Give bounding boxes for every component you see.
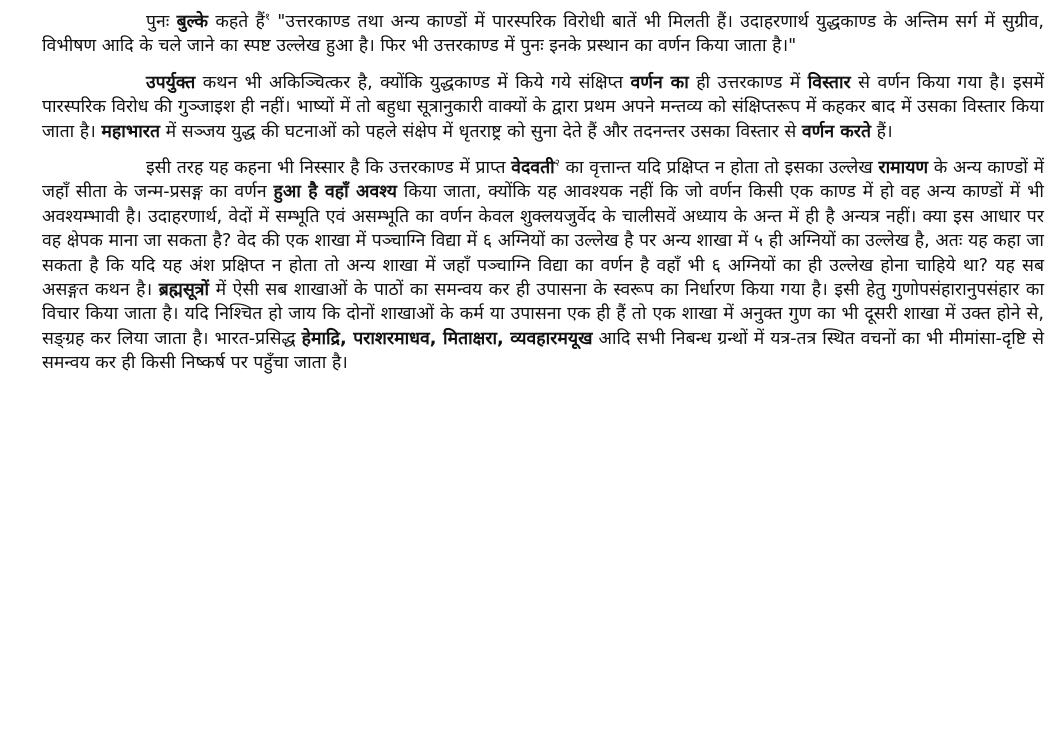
bold-term: हुआ है वहाँ अवश्य	[273, 182, 397, 203]
bold-term: हेमाद्रि, पराशरमाधव, मिताक्षरा, व्यवहारमयूख	[301, 328, 593, 349]
paragraph-1	[42, 10, 1044, 59]
text-segment: में ऐसी सब शाखाओं के पाठों का समन्वय कर ही उपासना के स्वरूप का निर्धारण किया गया है। इसी हेतु गुणोपसंहारानुपसंहार का विचार किया जाता है। यदि निश्चित हो जाय कि दोनों शाखाओं के कर्म या उपासना एक ही हैं तो एक शाखा में अनुक्त गुण का भी दूसरी शाखा में उक्त होने से, सङ्ग्रह कर लिया जाता है। भारत-प्रसिद्ध	[42, 280, 1045, 349]
bold-term: वर्णन करते	[801, 121, 872, 142]
paragraph-2	[42, 71, 1044, 144]
text-segment: किया जाता, क्योंकि यह आवश्यक नहीं कि जो वर्णन किसी एक काण्ड में हो वह अन्य काण्डों में भी अवश्यम्भावी है। उदाहरणार्थ, वेदों में सम्भूति एवं असम्भूति का वर्णन केवल शुक्लयजुर्वेद के चालीसवें अध्याय के अन्त में ही है अन्यत्र नहीं। क्या इस आधार पर वह क्षेपक माना जा सकता है? वेद की एक शाखा में पञ्चाग्नि विद्या में ६ अग्नियों का उल्लेख है पर अन्य शाखा में ५ ही अग्नियों का उल्लेख है, अतः यह कहा जा सकता है कि यदि यह अंश प्रक्षिप्त न होता तो अन्य शाखा में जहाँ पञ्चाग्नि विद्या का वर्णन है वहाँ भी ६ अग्नियों का ही उल्लेख होना चाहिये था? यह सब असङ्गत कथन है।	[42, 182, 1044, 301]
text-segment: हैं।	[871, 121, 893, 142]
bold-term: ब्रह्मसूत्रों	[158, 280, 210, 301]
text-segment: पुनः	[146, 12, 177, 32]
text-segment: कथन भी अकिञ्चित्कर है, क्योंकि युद्धकाण्ड में किये गये संक्षिप्त	[195, 72, 631, 93]
text-segment: के अन्य काण्डों में जहाँ सीता के जन्म-प्रसङ्ग का वर्णन	[42, 158, 1044, 203]
text-segment: में सञ्जय युद्ध की घटनाओं को पहले संक्षेप में धृतराष्ट्र को सुना देते हैं और तदनन्तर उसका विस्तार से	[159, 121, 802, 142]
footnote-marker: २	[554, 158, 560, 170]
text-segment: कहते हैं	[208, 12, 265, 32]
paragraph-3	[42, 156, 1044, 376]
bold-term: महाभारत	[101, 121, 160, 142]
text-segment: इसी तरह यह कहना भी निस्सार है कि उत्तरकाण्ड में प्राप्त	[146, 158, 512, 179]
text-segment: का वृत्तान्त यदि प्रक्षिप्त न होता तो इसका उल्लेख	[559, 158, 879, 179]
bold-term: वर्णन का	[630, 72, 689, 93]
text-segment: आदि सभी निबन्ध ग्रन्थों में यत्र-तत्र स्थित वचनों का भी मीमांसा-दृष्टि से समन्वय कर ही किसी निष्कर्ष पर पहुँचा जाता है।	[42, 328, 1044, 374]
footnote-marker: १	[264, 12, 271, 24]
text-segment: से वर्णन किया गया है। इसमें पारस्परिक विरोध की गुञ्जाइश ही नहीं। भाष्यों में तो बहुधा सूत्रानुकारी वाक्यों के द्वारा प्रथम अपने मन्तव्य को संक्षिप्तरूप में कहकर बाद में उसका विस्तार किया जाता है।	[42, 72, 1045, 142]
bold-term: विस्तार	[807, 72, 851, 93]
quoted-text: "उत्तरकाण्ड तथा अन्य काण्डों में पारस्परिक विरोधी बातें भी मिलती हैं। उदाहरणार्थ युद्धकाण्ड के अन्तिम सर्ग में सुग्रीव, विभीषण आदि के चले जाने का स्पष्ट उल्लेख हुआ है। फिर भी उत्तरकाण्ड में पुनः इनके प्रस्थान का वर्णन किया जाता है।"	[42, 12, 1044, 57]
bold-term: उपर्युक्त	[146, 72, 196, 93]
bold-term: वेदवती	[511, 158, 555, 179]
bold-term: बुल्के	[176, 12, 209, 32]
bold-term: रामायण	[878, 158, 929, 179]
text-segment: ही उत्तरकाण्ड में	[688, 72, 808, 93]
